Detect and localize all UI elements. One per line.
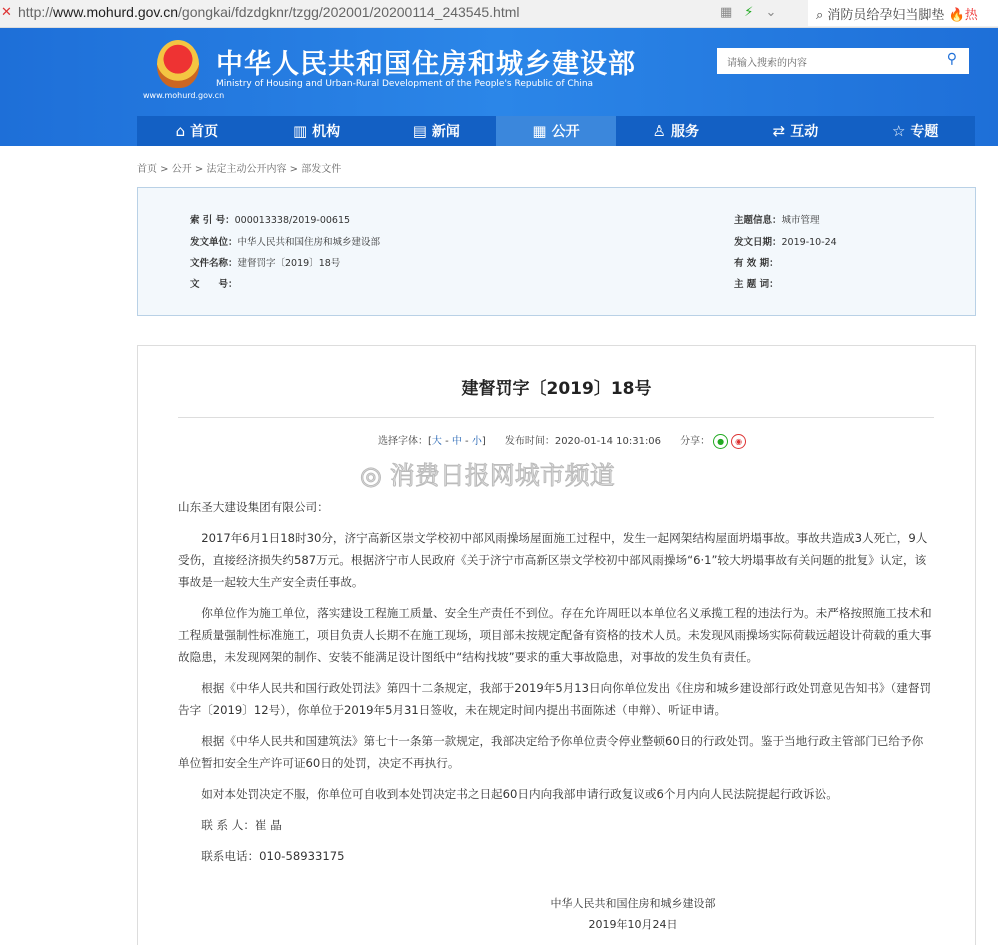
nav-label: 专题 (910, 124, 939, 140)
signature: 中华人民共和国住房和城乡建设部 (550, 897, 716, 910)
article-body (178, 496, 934, 876)
contact-person: 联 系 人：崔 晶 (201, 818, 282, 832)
article (137, 345, 976, 945)
nav-news[interactable] (376, 116, 496, 146)
article-meta: 选择字体：[大 - 中 - 小] 发布时间：2020-01-14 10:31:06 分享： ● ◉ (378, 432, 746, 449)
topic-info: 主题信息：城市管理 (734, 215, 820, 226)
contact-phone: 联系电话：010-58933175 (201, 849, 345, 863)
document-number: 文 号： (190, 279, 238, 290)
nav-topics[interactable] (855, 116, 975, 146)
index-number: 索 引 号：000013338/2019-00615 (190, 215, 351, 226)
building-icon: ▥ (292, 122, 308, 140)
nav-label: 机构 (312, 124, 341, 140)
bolt-icon[interactable]: ⚡ (744, 5, 766, 20)
site-url: www.mohurd.gov.cn (143, 91, 225, 100)
url-field[interactable] (18, 4, 520, 20)
search-icon[interactable]: ⚲ (946, 51, 957, 67)
files-icon: ▦ (532, 122, 547, 140)
document-info-panel (137, 187, 976, 316)
site-subtitle: Ministry of Housing and Urban-Rural Development of the People's Republic of China (216, 79, 594, 89)
main-nav (137, 116, 975, 146)
nav-service[interactable] (616, 116, 736, 146)
home-icon: ⌂ (175, 122, 186, 140)
signature-date: 2019年10月24日 (588, 918, 678, 931)
url-host: www.mohurd.gov.cn (53, 4, 179, 20)
article-title: 建督罚字〔2019〕18号 (461, 379, 652, 399)
wechat-icon[interactable]: ● (713, 434, 728, 449)
search-placeholder: 请输入搜索的内容 (727, 58, 807, 69)
weibo-icon[interactable]: ◉ (731, 434, 746, 449)
search-suggestion: 消防员给孕妇当脚垫 (827, 8, 945, 23)
keywords: 主 题 词： (734, 279, 779, 290)
issuing-unit: 发文单位：中华人民共和国住房和城乡建设部 (190, 237, 381, 248)
font-small-link[interactable]: 小 (471, 436, 482, 447)
paragraph: 2017年6月1日18时30分，济宁高新区崇文学校初中部风雨操场屋面施工过程中，发生一起网架结构屋面坍塌事故。事故共造成3人死亡，9人受伤，直接经济损失约587万元。根据济宁市人民政府《关于济宁市高新区崇文学校初中部风雨操场“6·1”较大坍塌事故有关问题的批复》认定，该事故是一起较大生产安全责任事故。 (178, 531, 928, 589)
url-path: /gongkai/fdzdgknr/tzgg/202001/20200114_243545.html (178, 4, 520, 20)
qr-icon[interactable]: ▦ (720, 5, 745, 20)
font-medium-link[interactable]: 中 (451, 436, 462, 447)
weibo-logo-icon: ◎ (360, 461, 382, 490)
validity-period: 有 效 期： (734, 258, 779, 269)
site-header (0, 28, 998, 146)
nav-label: 公开 (551, 124, 580, 140)
person-icon: ♙ (652, 122, 666, 140)
paragraph: 根据《中华人民共和国行政处罚法》第四十二条规定，我部于2019年5月13日向你单位发出《住房和城乡建设部行政处罚意见告知书》（建督罚告字〔2019〕12号），你单位于2019年5月31日签收，未在规定时间内提出书面陈述（申辩）、听证申请。 (178, 681, 932, 717)
share-label: 分享： (680, 436, 711, 447)
paragraph: 如对本处罚决定不服，你单位可自收到本处罚决定书之日起60日内向我部申请行政复议或6个月内向人民法院提起行政诉讼。 (201, 787, 838, 801)
site-title[interactable]: 中华人民共和国住房和城乡建设部 (216, 49, 636, 80)
hot-label: 热 (964, 8, 978, 23)
search-icon: ⌕ (816, 8, 824, 23)
nav-label: 首页 (190, 124, 219, 140)
interact-icon: ⇄ (772, 122, 786, 140)
paragraph: 根据《中华人民共和国建筑法》第七十一条第一款规定，我部决定给予你单位责令停业整顿60日的行政处罚。鉴于当地行政主管部门已给予你单位暂扣安全生产许可证60日的处罚，决定不再执行。 (178, 734, 924, 770)
nav-label: 新闻 (431, 124, 460, 140)
document-name: 文件名称：建督罚字〔2019〕18号 (190, 258, 341, 269)
addressee: 山东圣大建设集团有限公司： (178, 500, 329, 514)
nav-interaction[interactable] (736, 116, 856, 146)
publish-time: 发布时间：2020-01-14 10:31:06 (504, 436, 662, 447)
divider (178, 417, 934, 418)
browser-search-box[interactable] (808, 0, 998, 26)
paragraph: 你单位作为施工单位，落实建设工程施工质量、安全生产责任不到位。存在允许周旺以本单位名义承揽工程的违法行为。未严格按照施工技术和工程质量强制性标准施工，项目负责人长期不在施工现场，项目部未按规定配备有资格的技术人员。未发现风雨操场实际荷载远超设计荷载的重大事故隐患，未发现网架的制作、安装不能满足设计图纸中“结构找坡”要求的重大事故隐患，对事故的发生负有责任。 (178, 606, 932, 664)
star-icon: ☆ (891, 122, 906, 140)
document-icon: ▤ (412, 122, 427, 140)
nav-home[interactable] (137, 116, 257, 146)
fire-icon: 🔥 (948, 8, 965, 23)
issue-date: 发文日期：2019-10-24 (734, 237, 837, 248)
nav-label: 服务 (670, 124, 699, 140)
chevron-down-icon[interactable]: ⌄ (765, 5, 789, 20)
site-search-input[interactable] (717, 48, 969, 74)
nav-label: 互动 (790, 124, 819, 140)
browser-address-bar (0, 0, 998, 28)
close-icon[interactable]: ✕ (1, 5, 12, 20)
nav-public[interactable] (496, 116, 616, 146)
signature-block (468, 893, 798, 935)
nav-organization[interactable] (257, 116, 377, 146)
font-large-link[interactable]: 大 (431, 436, 442, 447)
watermark: ◎ 消费日报网城市频道 (360, 461, 615, 490)
national-emblem-logo (157, 40, 199, 88)
url-prefix: http:// (18, 4, 54, 20)
breadcrumb[interactable]: 首页 > 公开 > 法定主动公开内容 > 部发文件 (137, 164, 342, 175)
